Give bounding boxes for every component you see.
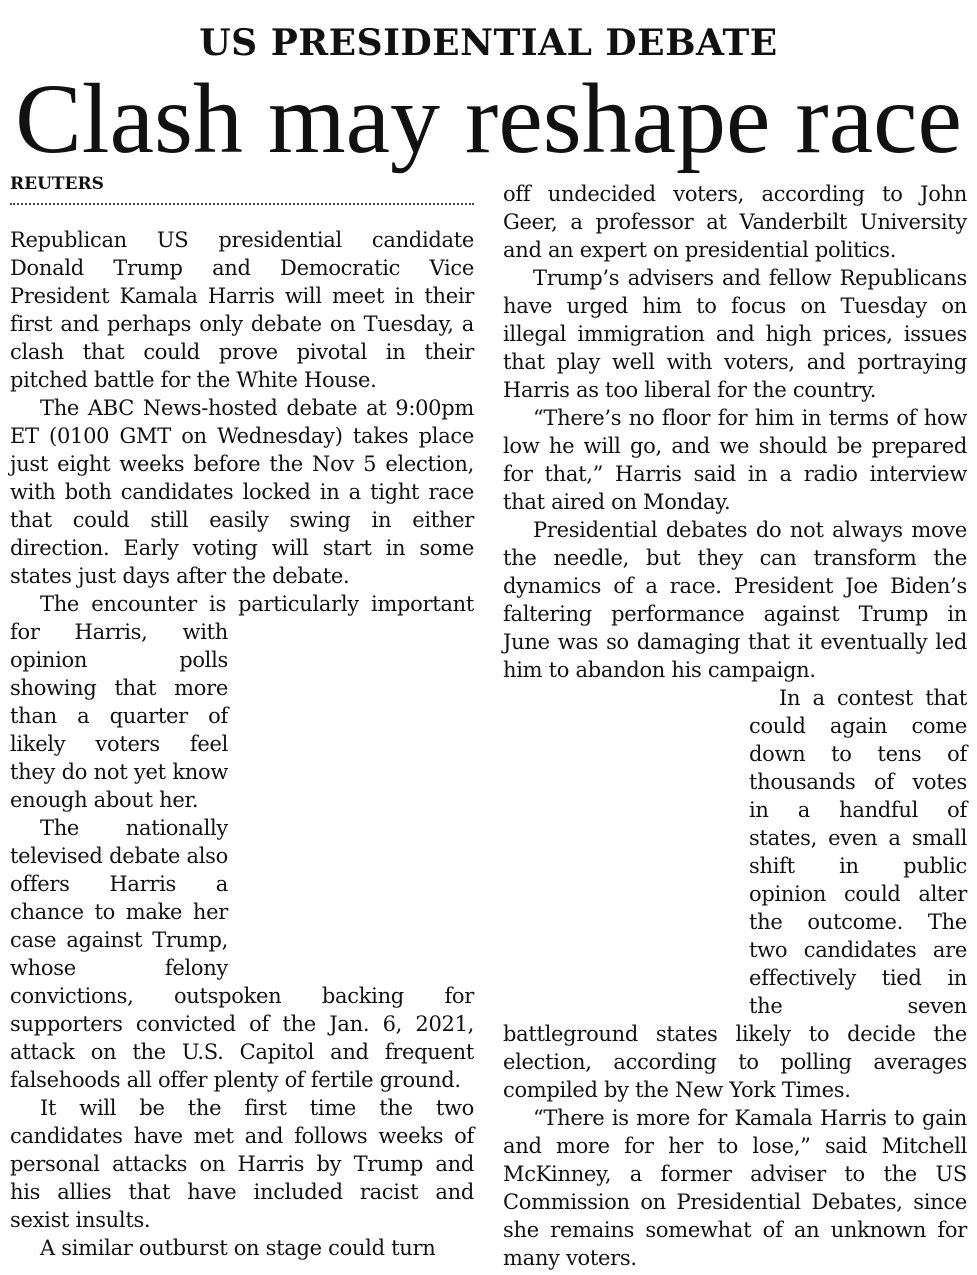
article-column-1 [10,226,474,1262]
article-paragraph: Presidential debates do not always move the needle, but they can transform the dynamics of a race. President Joe Biden’s faltering performance against Trump in June was so damaging that it eventually led him to abandon his campaign. [503,518,967,682]
article-column-2 [503,180,967,1272]
article-paragraph: “There is more for Kamala Harris to gain and more for her to lose,” said Mitchell McKinney, a former adviser to the US Commission on Presidential Debates, since she remains somewhat of an unknown for many voters. [503,1106,967,1270]
article-paragraph: It will be the first time the two candidates have met and follows weeks of personal attacks on Harris by Trump and his allies that have included racist and sexist insults. [10,1096,474,1232]
article-paragraph: “There’s no floor for him in terms of how low he will go, and we should be prepared for that,” Harris said in a radio interview that aired on Monday. [503,406,967,514]
article-paragraph: Trump’s advisers and fellow Republicans have urged him to focus on Tuesday on illegal immigration and high prices, issues that play well with voters, and portraying Harris as too liberal for the country. [503,266,967,402]
photo-placeholder [228,646,474,982]
article-paragraph: A similar outburst on stage could turn [40,1236,436,1260]
article-paragraph: off undecided voters, according to John Geer, a professor at Vanderbilt University and an expert on presidential politics. [503,182,967,262]
article-byline: REUTERS [10,174,474,205]
article-headline: Clash may reshape race [15,63,962,174]
article-paragraph: The encounter is particularly important for Harris, with opinion polls showing that more than a quarter of likely voters feel they do not yet know enough about her. [10,592,474,812]
article-paragraph: The nationally televised debate also offers Harris a chance to make her case against Trump, whose felony convictions, outspoken backing for supporters convicted of the Jan. 6, 2021, attack on the U.S. Capitol and frequent falsehoods all offer plenty of fertile ground. [10,816,474,1092]
article-paragraph: The ABC News-hosted debate at 9:00pm ET (0100 GMT on Wednesday) takes place just eight weeks before the Nov 5 election, with both candidates locked in a tight race that could still easily swing in either direction. Early voting will start in some states just days after the debate. [10,396,474,588]
article-paragraph: In a contest that could again come down to tens of thousands of votes in a handful of states, even a small shift in public opinion could alter the outcome. The two candidates are effectively tied in the seven battleground states likely to decide the election, according to polling averages compiled by the New York Times. [503,686,967,1102]
article-paragraph: Republican US presidential candidate Donald Trump and Democratic Vice President Kamala Harris will meet in their first and perhaps only debate on Tuesday, a clash that could prove pivotal in their pitched battle for the White House. [10,228,474,392]
photo-placeholder [503,684,749,1020]
article-kicker: US PRESIDENTIAL DEBATE [199,22,778,64]
